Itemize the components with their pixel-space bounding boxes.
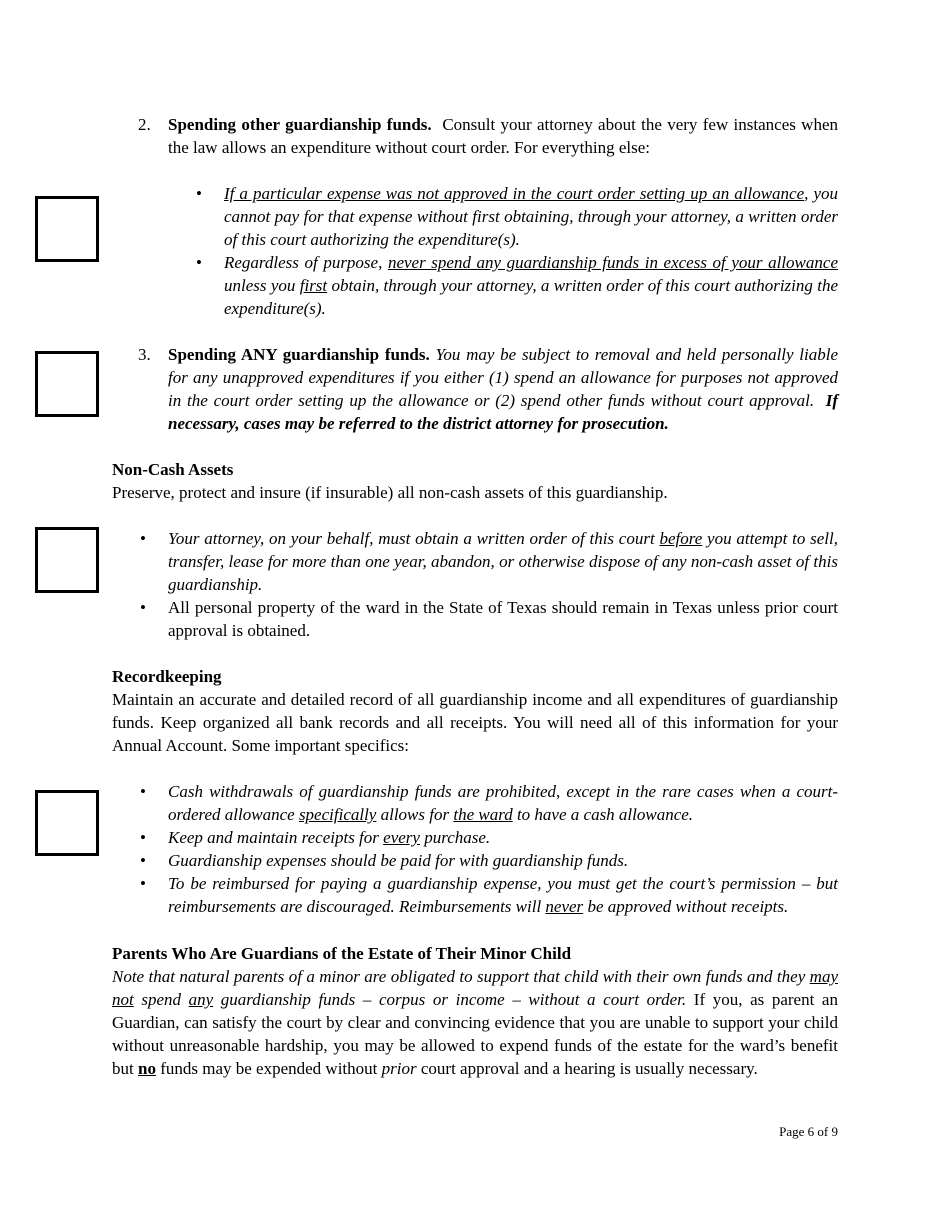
item2-title: Spending other guardianship funds. [168, 115, 432, 134]
checkbox-recordkeeping[interactable] [35, 790, 99, 856]
parents-heading: Parents Who Are Guardians of the Estate of Their Minor Child [112, 944, 572, 963]
rk-bullet-2 [112, 826, 838, 849]
noncash-heading: Non-Cash Assets [112, 460, 234, 479]
bullet-icon: • [140, 851, 146, 870]
noncash-intro: Preserve, protect and insure (if insurable) all non-cash assets of this guardianship. [112, 483, 668, 502]
item3-number: 3. [138, 345, 151, 364]
item3-text: You may be subject to removal and held personally liable for any unapproved expenditures if you either (1) spend an allowance for purposes not approved in the court order setting up the allowance or (2) spend other funds without court approval. [168, 345, 839, 410]
item3-bold-text: If necessary, cases may be referred to the district attorney for prosecution. [168, 391, 839, 433]
rk-b2-b: purchase. [419, 828, 491, 847]
rk-b1-underline2: the ward [453, 805, 513, 824]
rk-b1-c: to have a cash allowance. [512, 805, 694, 824]
noncash-bullet-2 [112, 596, 838, 642]
rk-b2-a: Keep and maintain receipts for [168, 828, 384, 847]
item2-bullets [168, 182, 838, 320]
parents-i2: spend [133, 990, 189, 1009]
parents-section [112, 942, 838, 1080]
noncash-b1-a: Your attorney, on your behalf, must obtain a written order of this court [168, 529, 660, 548]
parents-t1: If you, as parent an Guardian, can satisfy the court by clear and convincing evidence that you are unable to support your child without unreasonable hardship, you may be allowed to expend funds of the estate for the ward’s benefit but [112, 990, 838, 1078]
recordkeeping-section [112, 665, 838, 757]
parents-bold-no: no [137, 1059, 156, 1078]
rk-b1-underline: specifically [298, 805, 377, 824]
bullet-icon: • [140, 782, 146, 801]
item2-number: 2. [138, 115, 151, 134]
checkbox-item3[interactable] [35, 351, 99, 417]
recordkeeping-intro: Maintain an accurate and detailed record of all guardianship income and all expenditures of guardianship funds. Keep organized all bank records and all receipts. You will need all of this information for your Annual Account. Some important specifics: [112, 690, 838, 755]
bullet-icon: • [140, 529, 146, 548]
parents-t2: funds may be expended without [155, 1059, 382, 1078]
item3-title: Spending ANY guardianship funds. [168, 345, 430, 364]
rk-bullet-4 [112, 872, 838, 918]
rk-b2-underline: every [383, 828, 420, 847]
noncash-b1-underline: before [659, 529, 703, 548]
noncash-b1-b: you attempt to sell, transfer, lease for more than one year, abandon, or otherwise dispose of any non-cash asset of this guardianship. [168, 529, 838, 594]
rk-b1-b: allows for [376, 805, 454, 824]
bullet-icon: • [140, 874, 146, 893]
page-number: Page 6 of 9 [779, 1124, 838, 1139]
item3-paragraph [168, 343, 838, 435]
noncash-bullets [112, 527, 838, 642]
bullet-icon: • [196, 184, 202, 203]
parents-u1: may not [112, 967, 838, 1009]
rk-b4-underline: never [545, 897, 584, 916]
item2-paragraph [168, 113, 838, 159]
noncash-bullet-1 [112, 527, 838, 596]
item2-b2-b: unless you [224, 276, 300, 295]
item2-b2-c: obtain, through your attorney, a written order of this court authorizing the expenditure(s). [224, 276, 839, 318]
bullet-icon: • [140, 598, 146, 617]
item2-bullet-2 [168, 251, 838, 320]
rk-bullet-1 [112, 780, 838, 826]
item2-text: Consult your attorney about the very few instances when the law allows an expenditure without court order. For everything else: [168, 115, 838, 157]
rk-b4-a: To be reimbursed for paying a guardianship expense, you must get the court’s permission – but reimbursements are discouraged. Reimbursements will [168, 874, 838, 916]
item2-b1-underline: If a particular expense was not approved in the court order setting up an allowance [224, 184, 805, 203]
item2-bullet-1 [168, 182, 838, 251]
parents-i3: guardianship funds – corpus or income – without a court order. [213, 990, 687, 1009]
parents-i1: Note that natural parents of a minor are obligated to support that child with their own funds and they [112, 967, 810, 986]
item2-b2-underline2: first [299, 276, 328, 295]
parents-paragraph [112, 965, 838, 1080]
checkbox-noncash[interactable] [35, 527, 99, 593]
rk-bullet-3 [112, 849, 838, 872]
recordkeeping-bullets [112, 780, 838, 918]
parents-t3: court approval and a hearing is usually necessary. [416, 1059, 758, 1078]
item2-b1-rest: , you cannot pay for that expense without first obtaining, through your attorney, a written order of this court authorizing the expenditure(s). [224, 184, 838, 249]
noncash-b2: All personal property of the ward in the State of Texas should remain in Texas unless prior court approval is obtained. [168, 598, 838, 640]
rk-b1-a: Cash withdrawals of guardianship funds are prohibited, except in the rare cases when a court-ordered allowance [168, 782, 838, 824]
recordkeeping-heading: Recordkeeping [112, 667, 222, 686]
bullet-icon: • [140, 828, 146, 847]
bullet-icon: • [196, 253, 202, 272]
rk-b4-b: be approved without receipts. [583, 897, 789, 916]
item2-b2-underline: never spend any guardianship funds in excess of your allowance [387, 253, 838, 272]
item2-b2-a: Regardless of purpose, [224, 253, 388, 272]
parents-prior: prior [381, 1059, 417, 1078]
checkbox-item2[interactable] [35, 196, 99, 262]
noncash-section [112, 458, 838, 504]
rk-b3: Guardianship expenses should be paid for with guardianship funds. [168, 851, 629, 870]
parents-u2: any [188, 990, 214, 1009]
